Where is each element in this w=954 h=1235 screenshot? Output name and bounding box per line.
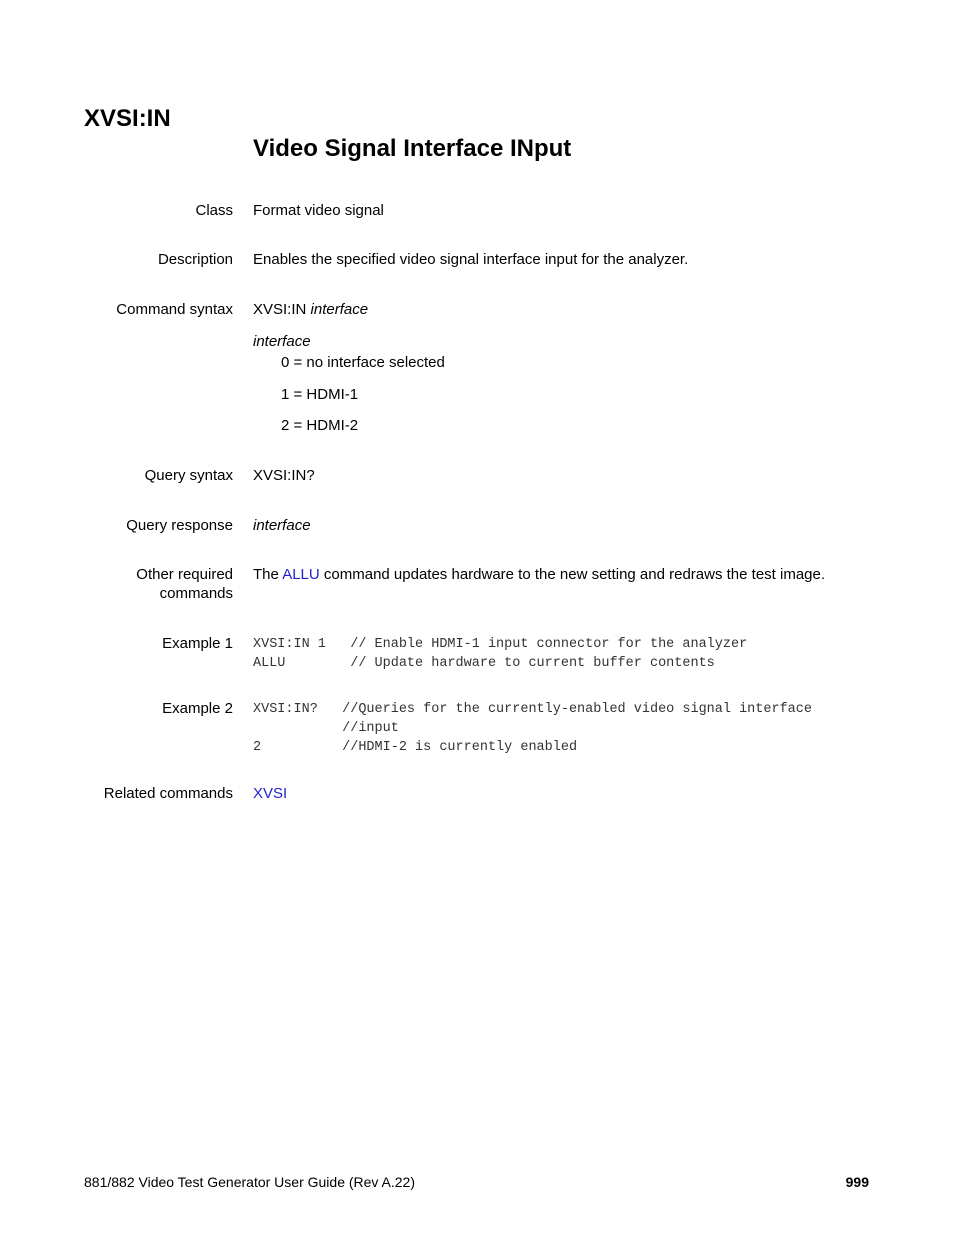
command-title: Video Signal Interface INput <box>253 135 572 162</box>
param-value-0: 0 = no interface selected <box>281 354 445 371</box>
example2-label: Example 2 <box>162 700 233 717</box>
query-response-label: Query response <box>126 517 233 534</box>
command-syntax-value <box>253 300 368 319</box>
footer-guide-title: 881/882 Video Test Generator User Guide (Rev A.22) <box>84 1174 416 1190</box>
param-value-2: 2 = HDMI-2 <box>281 417 359 434</box>
page-number: 999 <box>845 1174 869 1190</box>
other-required-value: The ALLU command updates hardware to the new setting and redraws the test image. <box>253 566 826 583</box>
query-response-value: interface <box>253 517 311 534</box>
command-syntax-cmd: XVSI:IN <box>253 301 307 318</box>
other-required-label: Other required commands <box>136 566 233 602</box>
query-syntax-value: XVSI:IN? <box>253 467 315 484</box>
related-label: Related commands <box>103 785 233 802</box>
command-syntax-param: interface <box>310 301 369 318</box>
class-value: Format video signal <box>253 202 384 219</box>
example2-line-1: //input <box>253 721 399 736</box>
example2-line-2: 2 //HDMI-2 is currently enabled <box>253 740 578 755</box>
description-value: Enables the specified video signal interface input for the analyzer. <box>253 251 689 268</box>
example2-line-0: XVSI:IN? //Queries for the currently-enabled video signal interface <box>253 702 812 717</box>
example1-label: Example 1 <box>162 635 233 652</box>
command-heading: XVSI:IN <box>84 105 171 132</box>
command-syntax-label: Command syntax <box>116 301 233 318</box>
param-value-1: 1 = HDMI-1 <box>281 386 359 403</box>
example1-line-1: ALLU // Update hardware to current buffer contents <box>253 656 715 671</box>
example1-line-0: XVSI:IN 1 // Enable HDMI-1 input connector for the analyzer <box>253 637 748 652</box>
xvsi-link[interactable]: XVSI <box>253 785 288 802</box>
param-name: interface <box>253 333 311 350</box>
description-label: Description <box>157 251 233 268</box>
class-label: Class <box>195 202 233 219</box>
query-syntax-label: Query syntax <box>144 467 233 484</box>
allu-link[interactable]: ALLU <box>282 566 320 583</box>
